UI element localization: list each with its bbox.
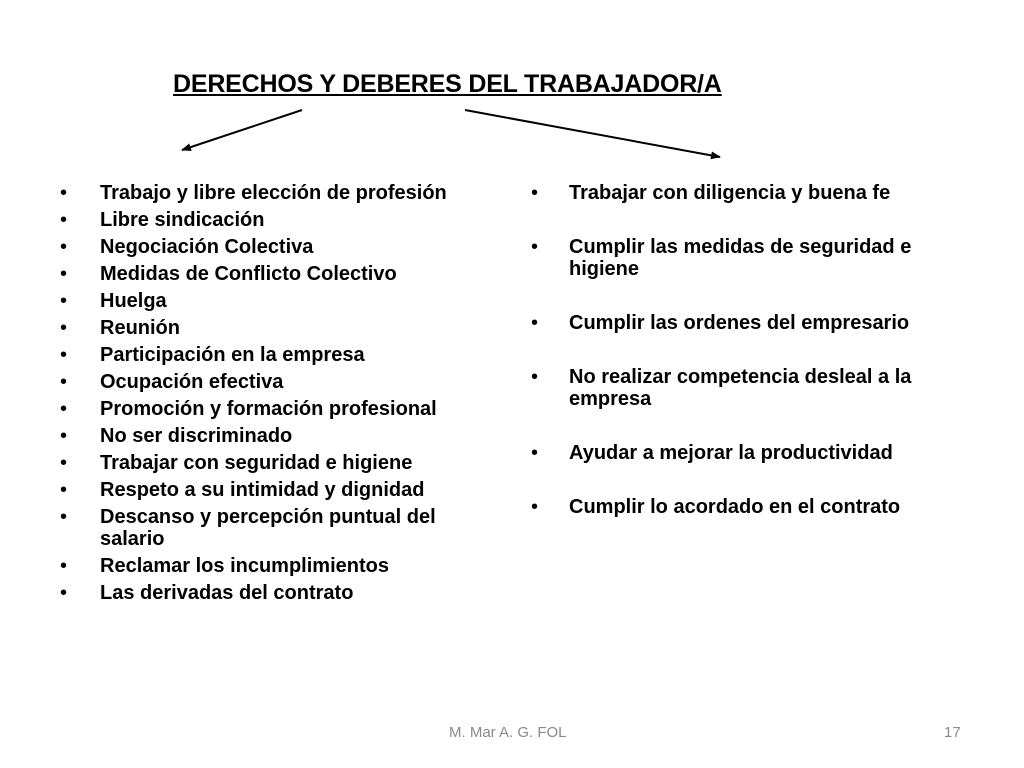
list-item xyxy=(60,506,495,550)
list-item xyxy=(531,442,969,464)
list-item-text: Trabajo y libre elección de profesión xyxy=(100,182,447,204)
list-item-text: Trabajar con diligencia y buena fe xyxy=(569,182,891,204)
list-item-text: Libre sindicación xyxy=(100,209,265,231)
slide-title: DERECHOS Y DEBERES DEL TRABAJADOR/A xyxy=(173,70,722,98)
bullet-icon: • xyxy=(60,263,68,285)
derechos-list xyxy=(60,182,495,609)
list-item-text: Reunión xyxy=(100,317,180,339)
bullet-icon: • xyxy=(60,582,68,604)
bullet-icon: • xyxy=(60,209,68,231)
list-item xyxy=(60,479,495,501)
list-item xyxy=(60,425,495,447)
bullet-icon: • xyxy=(60,344,68,366)
list-item-text: Participación en la empresa xyxy=(100,344,365,366)
arrow-to-derechos xyxy=(182,110,302,150)
list-item-text: Cumplir lo acordado en el contrato xyxy=(569,496,901,518)
bullet-icon: • xyxy=(60,371,68,393)
list-item xyxy=(60,555,495,577)
list-item xyxy=(60,317,495,339)
page-number: 17 xyxy=(944,724,961,741)
list-item xyxy=(60,398,495,420)
list-item xyxy=(531,366,969,410)
list-item xyxy=(531,236,969,280)
bullet-icon: • xyxy=(531,312,539,334)
footer-author: M. Mar A. G. FOL xyxy=(449,724,567,741)
list-item xyxy=(60,582,495,604)
bullet-icon: • xyxy=(60,398,68,420)
list-item-text: Reclamar los incumplimientos xyxy=(100,555,389,577)
list-item-text: Cumplir las ordenes del empresario xyxy=(569,312,910,334)
list-item xyxy=(60,263,495,285)
bullet-icon: • xyxy=(531,236,539,258)
list-item-text: Medidas de Conflicto Colectivo xyxy=(100,263,397,285)
bullet-icon: • xyxy=(60,452,68,474)
list-item xyxy=(531,496,969,518)
bullet-icon: • xyxy=(60,182,68,204)
deberes-list xyxy=(531,182,969,550)
list-item-text: Las derivadas del contrato xyxy=(100,582,354,604)
list-item xyxy=(60,182,495,204)
list-item xyxy=(531,312,969,334)
list-item-text: Cumplir las medidas de seguridad e higiene xyxy=(569,236,912,280)
bullet-icon: • xyxy=(531,182,539,204)
list-item xyxy=(60,344,495,366)
list-item-text: Trabajar con seguridad e higiene xyxy=(100,452,413,474)
list-item-text: Respeto a su intimidad y dignidad xyxy=(100,479,425,501)
bullet-icon: • xyxy=(531,442,539,464)
list-item xyxy=(531,182,969,204)
list-item-text: Ocupación efectiva xyxy=(100,371,284,393)
bullet-icon: • xyxy=(60,425,68,447)
list-item-text: No realizar competencia desleal a la empresa xyxy=(569,366,912,410)
list-item xyxy=(60,290,495,312)
bullet-icon: • xyxy=(60,317,68,339)
list-item xyxy=(60,452,495,474)
bullet-icon: • xyxy=(60,555,68,577)
list-item-text: Promoción y formación profesional xyxy=(100,398,437,420)
list-item-text: Huelga xyxy=(100,290,167,312)
list-item-text: Descanso y percepción puntual del salario xyxy=(100,506,436,550)
list-item-text: Negociación Colectiva xyxy=(100,236,314,258)
list-item-text: Ayudar a mejorar la productividad xyxy=(569,442,893,464)
list-item xyxy=(60,209,495,231)
list-item xyxy=(60,371,495,393)
arrow-to-deberes xyxy=(465,110,720,157)
list-item xyxy=(60,236,495,258)
bullet-icon: • xyxy=(60,290,68,312)
bullet-icon: • xyxy=(531,366,539,388)
bullet-icon: • xyxy=(531,496,539,518)
bullet-icon: • xyxy=(60,236,68,258)
bullet-icon: • xyxy=(60,479,68,501)
list-item-text: No ser discriminado xyxy=(100,425,293,447)
bullet-icon: • xyxy=(60,506,68,528)
